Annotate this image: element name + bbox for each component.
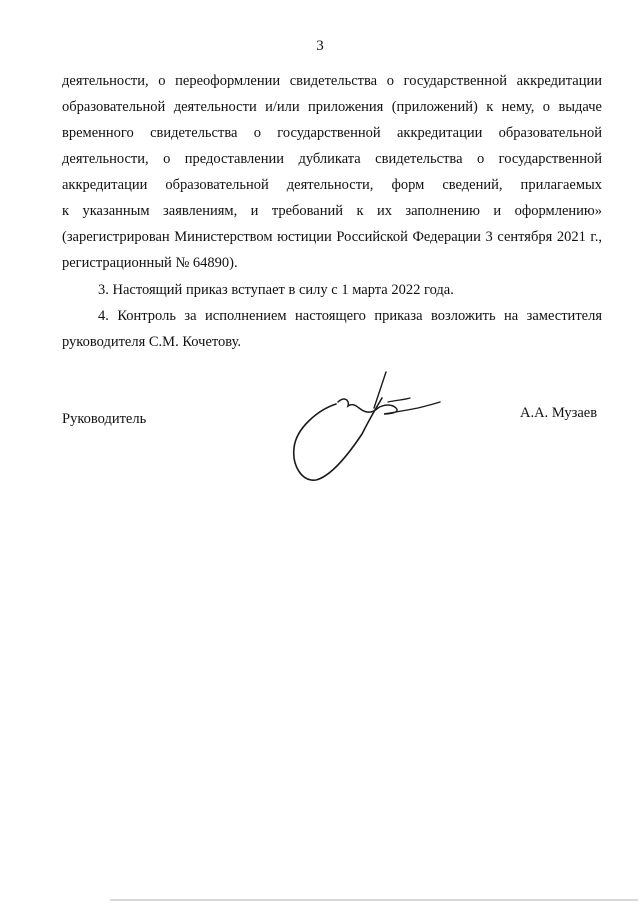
item-3: 3. Настоящий приказ вступает в силу с 1 марта 2022 года. bbox=[98, 282, 454, 298]
text-line: деятельности, о переоформлении свидетельства о государственной аккредитации bbox=[62, 73, 602, 89]
text-line: образовательной деятельности и/или приложения (приложений) к нему, о выдаче bbox=[62, 99, 602, 115]
text-line: (зарегистрирован Министерством юстиции Российской Федерации 3 сентября 2021 г., bbox=[62, 229, 602, 245]
text-line: руководителя С.М. Кочетову. bbox=[62, 334, 242, 350]
text-line: временного свидетельства о государственной аккредитации образовательной bbox=[62, 125, 602, 141]
page-number: 3 bbox=[316, 38, 324, 54]
text-line: деятельности, о предоставлении дубликата свидетельства о государственной bbox=[62, 151, 602, 167]
text-line: регистрационный № 64890). bbox=[62, 255, 238, 271]
handwritten-signature bbox=[288, 362, 448, 482]
position-title: Руководитель bbox=[62, 411, 147, 427]
text-line: 4. Контроль за исполнением настоящего приказа возложить на заместителя bbox=[98, 308, 602, 324]
signer-name: А.А. Музаев bbox=[520, 405, 598, 421]
scan-edge-line bbox=[110, 899, 638, 901]
text-line: к указанным заявлениям, и требований к их заполнению и оформлению» bbox=[62, 203, 602, 219]
text-line: аккредитации образовательной деятельности, форм сведений, прилагаемых bbox=[62, 177, 602, 193]
